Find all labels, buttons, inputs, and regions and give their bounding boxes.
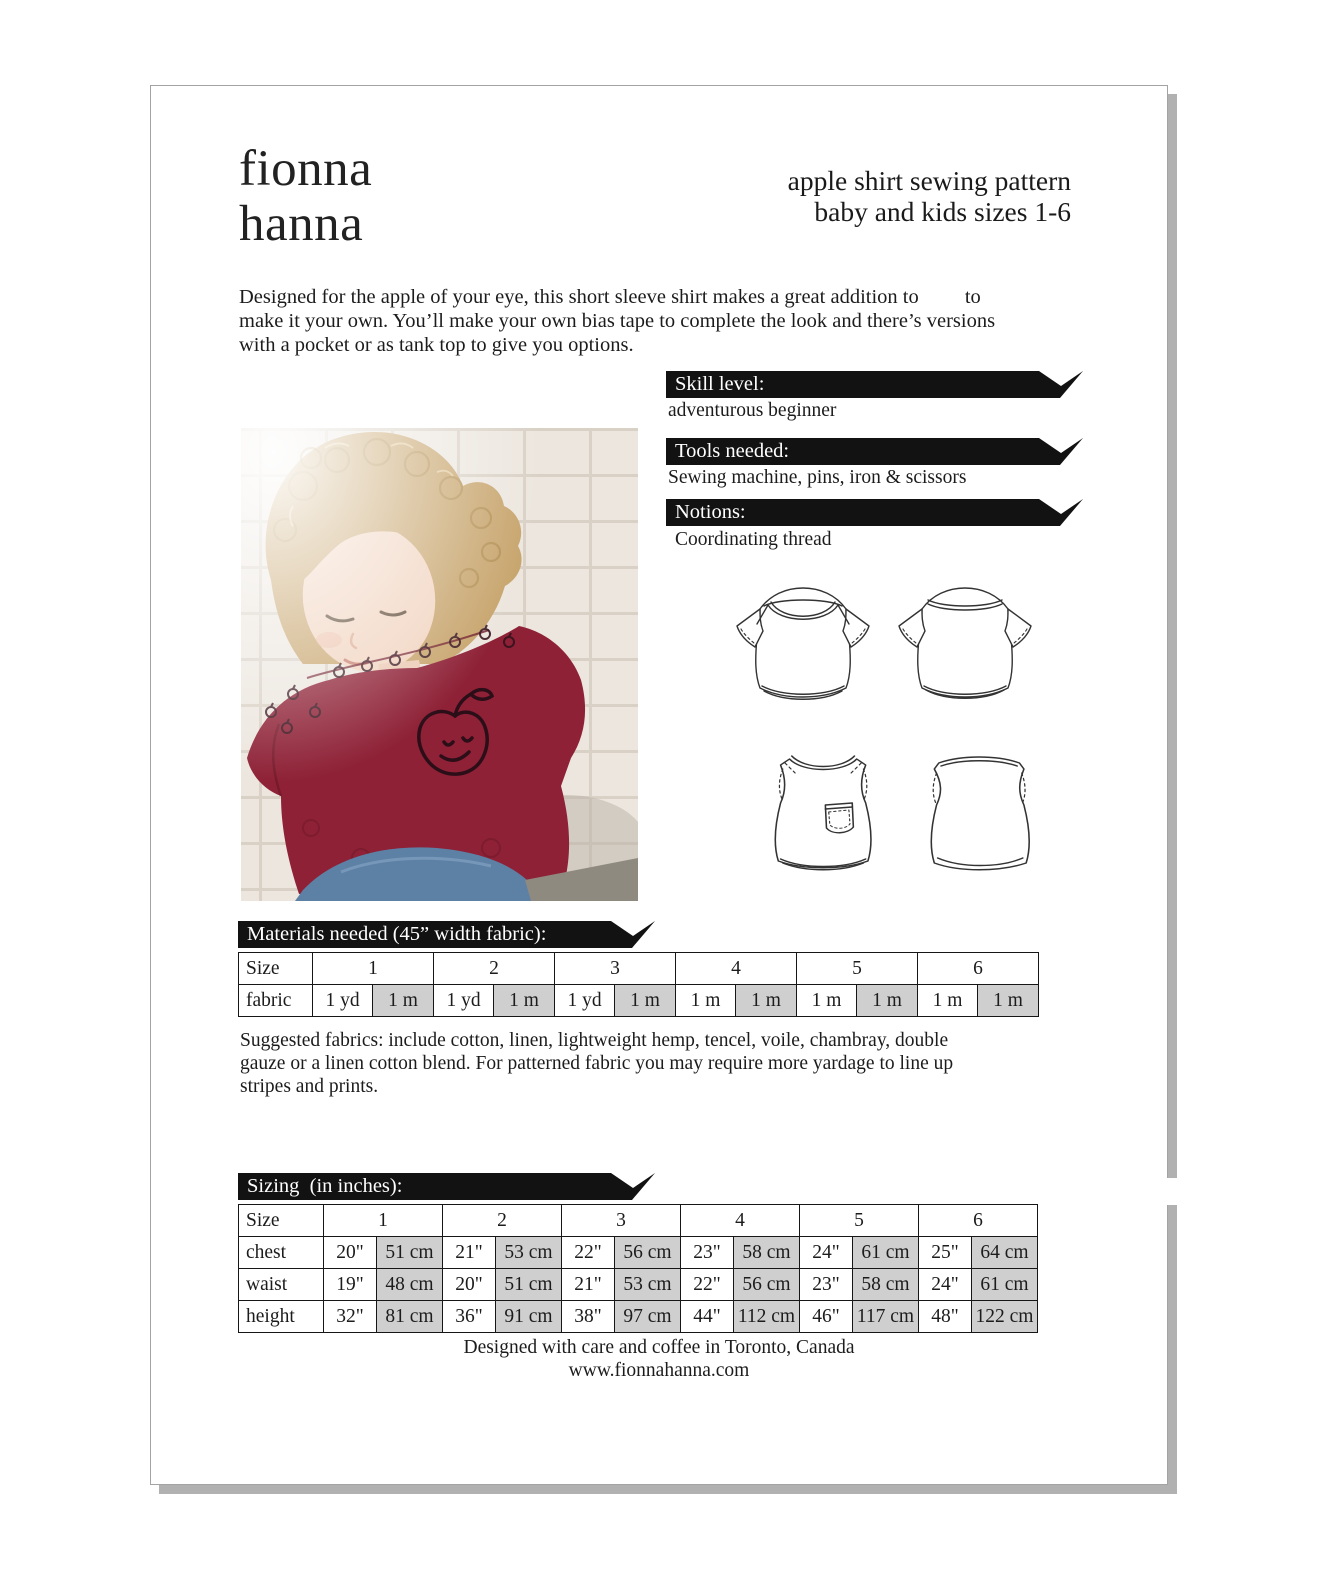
note-line: stripes and prints. [240, 1076, 379, 1097]
cell: 58 cm [734, 1237, 800, 1269]
cell: 4 [676, 953, 797, 985]
cell: 1 m [676, 985, 736, 1017]
note-line: Suggested fabrics: include cotton, linen, lightweight hemp, tencel, voile, chambray, double [240, 1030, 949, 1051]
cell: 19" [324, 1269, 377, 1301]
cell: 122 cm [972, 1301, 1038, 1333]
materials-table [238, 952, 1039, 1017]
cell: 1 m [857, 985, 918, 1017]
cell: 23" [800, 1269, 853, 1301]
cell: 1 [324, 1205, 443, 1237]
page-title-line2: baby and kids sizes 1-6 [814, 195, 1071, 227]
cell: 1 m [615, 985, 676, 1017]
tools-needed-banner [666, 438, 1083, 465]
garment-technical-drawings [704, 573, 1066, 909]
cell: 97 cm [615, 1301, 681, 1333]
tank-back-drawing [931, 757, 1029, 870]
cell: 53 cm [615, 1269, 681, 1301]
shirt-back-drawing [899, 588, 1031, 698]
cell: 2 [443, 1205, 562, 1237]
cell: 46" [800, 1301, 853, 1333]
cell: 21" [443, 1237, 496, 1269]
cell: 1 [313, 953, 434, 985]
notions-banner [666, 499, 1083, 526]
cell: 21" [562, 1269, 615, 1301]
notions-title: Notions: [675, 501, 746, 523]
brand-logo-line2: hanna [239, 196, 364, 252]
cell: 1 m [978, 985, 1039, 1017]
cell: 81 cm [377, 1301, 443, 1333]
cell: 1 m [373, 985, 434, 1017]
cell: 1 m [736, 985, 797, 1017]
shadow-gap-artifact [1167, 1178, 1178, 1205]
fabric-row-label: fabric [239, 985, 313, 1017]
cell: 38" [562, 1301, 615, 1333]
cell: 58 cm [853, 1269, 919, 1301]
chest-row-label: chest [239, 1237, 324, 1269]
footer-website: www.fionnahanna.com [568, 1359, 750, 1381]
cell: 112 cm [734, 1301, 800, 1333]
photo-light-overlay [241, 428, 638, 901]
cell: 22" [562, 1237, 615, 1269]
cell: 51 cm [377, 1237, 443, 1269]
shirt-front-drawing [737, 588, 869, 699]
sizing-size-row [239, 1205, 1038, 1237]
cell: 24" [800, 1237, 853, 1269]
cell: 23" [681, 1237, 734, 1269]
cell: 1 yd [434, 985, 494, 1017]
brand-logo-line1: fionna [239, 141, 373, 197]
cell: 56 cm [734, 1269, 800, 1301]
cell: 5 [800, 1205, 919, 1237]
cell: 91 cm [496, 1301, 562, 1333]
cell: 5 [797, 953, 918, 985]
intro-line: make it your own. You’ll make your own bias tape to complete the look and there’s versions [239, 309, 996, 332]
sizing-table [238, 1204, 1038, 1333]
cell: 1 m [797, 985, 857, 1017]
materials-size-row [239, 953, 1039, 985]
skill-level-banner [666, 371, 1083, 398]
intro-line: with a pocket or as tank top to give you options. [239, 333, 634, 356]
intro-line: Designed for the apple of your eye, this short sleeve shirt makes a great addition to to [239, 286, 981, 308]
size-row-label: Size [239, 1205, 324, 1237]
waist-row-label: waist [239, 1269, 324, 1301]
footer [151, 1337, 1167, 1382]
cell: 36" [443, 1301, 496, 1333]
page-title [788, 166, 1071, 227]
cell: 2 [434, 953, 555, 985]
sizing-waist-row [239, 1269, 1038, 1301]
height-row-label: height [239, 1301, 324, 1333]
tools-needed-title: Tools needed: [675, 440, 790, 462]
sizing-banner [238, 1173, 655, 1200]
cell: 61 cm [972, 1269, 1038, 1301]
tank-front-drawing [775, 756, 871, 870]
intro-paragraph [239, 286, 995, 357]
cell: 64 cm [972, 1237, 1038, 1269]
cell: 1 yd [555, 985, 615, 1017]
page-title-line1: apple shirt sewing pattern [787, 165, 1071, 196]
cell: 32" [324, 1301, 377, 1333]
sizing-height-row [239, 1301, 1038, 1333]
skill-level-title: Skill level: [675, 373, 765, 395]
footer-tagline: Designed with care and coffee in Toronto, Canada [463, 1337, 855, 1358]
cell: 3 [555, 953, 676, 985]
cell: 25" [919, 1237, 972, 1269]
cell: 48" [919, 1301, 972, 1333]
cell: 6 [919, 1205, 1038, 1237]
cell: 56 cm [615, 1237, 681, 1269]
sizing-chest-row [239, 1237, 1038, 1269]
materials-fabric-row [239, 985, 1039, 1017]
cell: 6 [918, 953, 1039, 985]
brand-logo [239, 142, 372, 252]
tools-needed-value: Sewing machine, pins, iron & scissors [668, 467, 967, 488]
cell: 20" [443, 1269, 496, 1301]
notions-value: Coordinating thread [675, 529, 832, 550]
cell: 51 cm [496, 1269, 562, 1301]
materials-banner [238, 921, 655, 948]
cell: 1 m [918, 985, 978, 1017]
materials-banner-title: Materials needed (45” width fabric): [247, 923, 547, 945]
cell: 1 m [494, 985, 555, 1017]
cell: 22" [681, 1269, 734, 1301]
skill-level-value: adventurous beginner [668, 400, 837, 421]
cell: 44" [681, 1301, 734, 1333]
sizing-banner-title: Sizing (in inches): [247, 1175, 403, 1197]
cell: 61 cm [853, 1237, 919, 1269]
size-row-label: Size [239, 953, 313, 985]
pattern-sheet [150, 85, 1168, 1485]
cell: 4 [681, 1205, 800, 1237]
note-line: gauze or a linen cotton blend. For patterned fabric you may require more yardage to line up [240, 1053, 954, 1074]
cell: 24" [919, 1269, 972, 1301]
cell: 53 cm [496, 1237, 562, 1269]
cell: 3 [562, 1205, 681, 1237]
cell: 117 cm [853, 1301, 919, 1333]
cell: 48 cm [377, 1269, 443, 1301]
cell: 20" [324, 1237, 377, 1269]
cell: 1 yd [313, 985, 373, 1017]
product-photo [241, 428, 638, 901]
suggested-fabrics-note [240, 1029, 953, 1098]
